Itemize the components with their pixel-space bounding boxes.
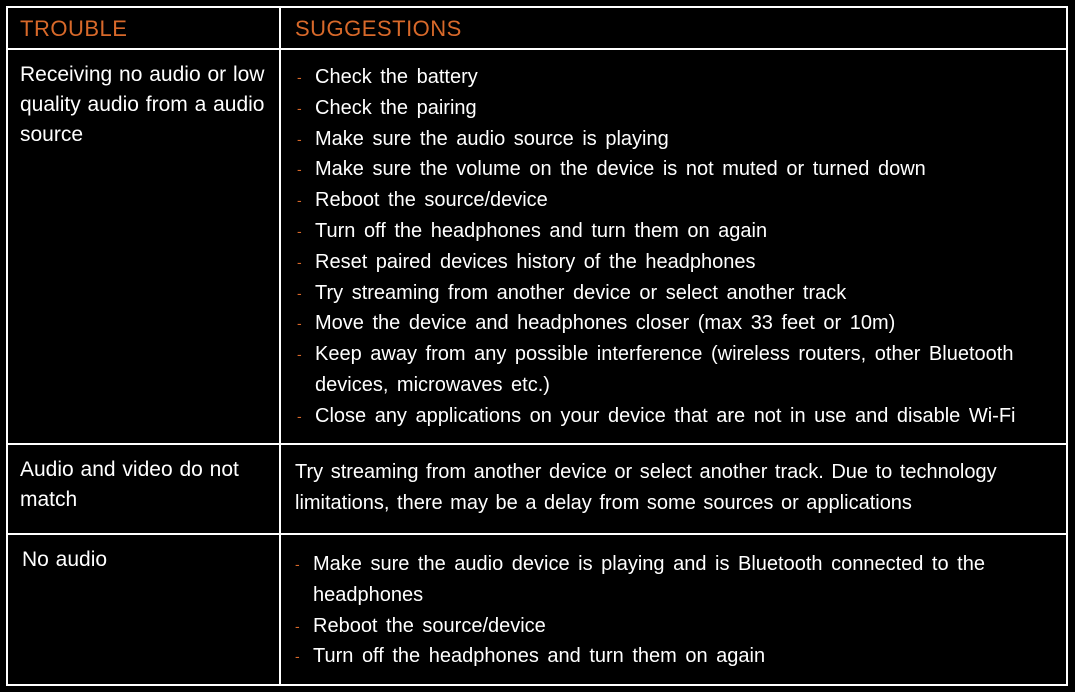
suggestions-cell <box>281 445 1066 533</box>
dash-bullet-icon: - <box>297 284 302 301</box>
suggestions-cell <box>281 50 1066 443</box>
suggestion-item <box>295 124 1052 155</box>
suggestion-text: Move the device and headphones closer (max 33 feet or 10m) <box>315 312 896 335</box>
dash-bullet-icon: - <box>297 69 302 85</box>
suggestion-text: Make sure the audio device is playing and is Bluetooth connected to the headphones <box>313 553 985 606</box>
dash-bullet-icon: - <box>295 617 300 634</box>
suggestion-item <box>295 216 1052 247</box>
suggestion-item <box>295 308 1052 339</box>
table-row <box>8 445 1066 535</box>
table-row <box>8 50 1066 445</box>
header-cell-trouble <box>8 8 279 48</box>
header-trouble-label: TROUBLE <box>20 16 128 41</box>
table-header-row <box>8 8 1066 50</box>
suggestion-item <box>295 62 1052 93</box>
dash-bullet-icon: - <box>297 253 302 270</box>
dash-bullet-icon: - <box>297 161 302 178</box>
suggestion-item <box>293 641 1052 672</box>
dash-bullet-icon: - <box>297 222 302 239</box>
suggestion-item <box>295 278 1052 309</box>
dash-bullet-icon: - <box>297 130 302 147</box>
suggestion-item <box>295 154 1052 185</box>
suggestion-text: Keep away from any possible interference (wireless routers, other Bluetooth devices, microwaves etc.) <box>315 343 1014 396</box>
header-suggestions-label: SUGGESTIONS <box>295 16 462 41</box>
suggestion-text: Reboot the source/device <box>315 189 548 212</box>
suggestion-text: Close any applications on your device that are not in use and disable Wi-Fi <box>315 404 1016 427</box>
suggestion-text: Reset paired devices history of the headphones <box>315 250 756 273</box>
header-cell-suggestions <box>281 8 1066 48</box>
dash-bullet-icon: - <box>295 648 300 665</box>
dash-bullet-icon: - <box>295 556 300 572</box>
trouble-cell <box>8 50 279 443</box>
dash-bullet-icon: - <box>297 99 302 116</box>
suggestion-item <box>293 611 1052 642</box>
suggestion-text: Check the battery <box>315 66 478 88</box>
suggestion-list <box>293 549 1052 672</box>
dash-bullet-icon: - <box>297 315 302 332</box>
suggestion-item <box>295 247 1052 278</box>
trouble-text: No audio <box>22 548 108 571</box>
trouble-cell <box>8 535 279 684</box>
dash-bullet-icon: - <box>297 192 302 209</box>
suggestion-item <box>295 185 1052 216</box>
suggestion-item <box>295 93 1052 124</box>
suggestion-text: Try streaming from another device or select another track <box>315 281 847 304</box>
suggestion-list <box>295 62 1052 432</box>
suggestion-paragraph: Try streaming from another device or select another track. Due to technology limitations, there may be a delay from some sources or applications <box>295 461 997 514</box>
suggestion-text: Turn off the headphones and turn them on again <box>313 645 766 668</box>
trouble-text: Audio and video do not match <box>20 458 239 511</box>
suggestion-text: Reboot the source/device <box>313 614 546 637</box>
trouble-text: Receiving no audio or low quality audio from a audio source <box>20 63 265 146</box>
suggestion-item <box>295 401 1052 432</box>
suggestion-text: Make sure the volume on the device is not muted or turned down <box>315 158 926 181</box>
suggestion-text: Turn off the headphones and turn them on again <box>315 219 768 242</box>
suggestion-item <box>293 549 1052 611</box>
suggestion-text: Make sure the audio source is playing <box>315 127 669 150</box>
dash-bullet-icon: - <box>297 346 302 363</box>
dash-bullet-icon: - <box>297 407 302 424</box>
troubleshooting-table <box>6 6 1068 686</box>
suggestion-item <box>295 339 1052 401</box>
trouble-cell <box>8 445 279 533</box>
suggestion-text: Check the pairing <box>315 96 477 119</box>
suggestions-cell <box>281 535 1066 684</box>
table-row <box>8 535 1066 684</box>
